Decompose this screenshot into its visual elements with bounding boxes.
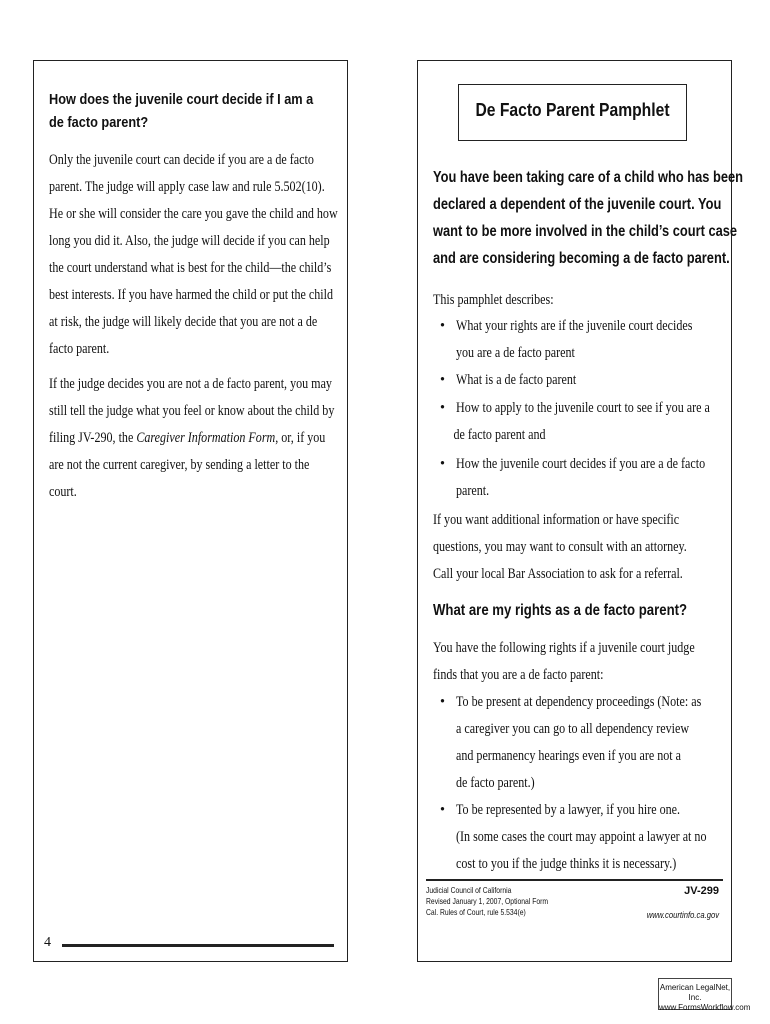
paragraph-line: best interests. If you have harmed the child or put the child — [49, 287, 333, 303]
paragraph-line: questions, you may want to consult with an attorney. — [433, 539, 687, 555]
bullet-line: To be present at dependency proceedings (Note: as — [456, 694, 702, 710]
publisher-box — [658, 978, 751, 1012]
bullet-icon: • — [440, 400, 445, 416]
page-number-rule — [62, 944, 334, 947]
footer-rule — [426, 879, 723, 881]
paragraph-line: If you want additional information or have specific — [433, 512, 680, 528]
intro-line: want to be more involved in the child’s court case — [433, 223, 738, 240]
paragraph-line: are not the current caregiver, by sending a letter to the — [49, 457, 310, 473]
bullet-line: a caregiver you can go to all dependency review — [456, 721, 690, 737]
paragraph-line: facto parent. — [49, 341, 110, 357]
bullet-line: and permanency hearings even if you are not a — [456, 748, 682, 764]
paragraph-line: Only the juvenile court can decide if you are a de facto — [49, 152, 314, 168]
intro-paragraph — [433, 164, 743, 272]
bullet-line: cost to you if the judge thinks it is necessary.) — [456, 856, 677, 872]
pamphlet-title: De Facto Parent Pamphlet — [475, 100, 670, 120]
publisher-website[interactable]: www.FormsWorkflow.com — [659, 1003, 751, 1012]
intro-line: declared a dependent of the juvenile court. You — [433, 196, 722, 213]
publisher-name: American LegalNet, Inc. — [659, 983, 731, 1002]
title-box — [458, 84, 687, 141]
paragraph-line: at risk, the judge will likely decide that you are not a de — [49, 314, 318, 330]
page-number: 4 — [44, 935, 51, 950]
footer-line: Judicial Council of California — [426, 885, 512, 895]
bullet-line: de facto parent.) — [456, 775, 535, 791]
bullet-line: (In some cases the court may appoint a lawyer at no — [456, 829, 707, 845]
text-run: , or, if you — [275, 430, 326, 446]
form-footer-info — [426, 885, 548, 918]
paragraph-line: finds that you are a de facto parent: — [433, 667, 604, 683]
form-number: JV-299 — [684, 885, 719, 897]
additional-info-paragraph — [433, 507, 687, 588]
left-panel — [33, 60, 348, 962]
heading-line: How does the juvenile court decide if I am a — [49, 91, 314, 108]
paragraph-line: court. — [49, 484, 77, 500]
footer-line: Revised January 1, 2007, Optional Form — [426, 896, 549, 906]
paragraph-line: the court understand what is best for the child—the child’s — [49, 260, 332, 276]
bullet-line: How the juvenile court decides if you are a de facto — [456, 456, 706, 472]
bullet-line: you are a de facto parent — [456, 345, 575, 361]
bullet-line: What your rights are if the juvenile court decides — [456, 318, 693, 334]
paragraph-decide — [49, 147, 338, 363]
bullet-line: To be represented by a lawyer, if you hire one. — [456, 802, 681, 818]
paragraph-line: still tell the judge what you feel or know about the child by — [49, 403, 335, 419]
intro-line: and are considering becoming a de facto parent. — [433, 250, 730, 267]
bullet-line: de facto parent and — [453, 427, 546, 443]
bullet-icon: • — [440, 802, 445, 818]
paragraph-line: long you did it. Also, the judge will decide if you can help — [49, 233, 330, 249]
paragraph-line: Call your local Bar Association to ask for a referral. — [433, 566, 683, 582]
bullet-icon: • — [440, 372, 445, 388]
paragraph-line — [49, 425, 334, 452]
paragraph-not-de-facto — [49, 371, 334, 506]
rights-heading: What are my rights as a de facto parent? — [433, 602, 688, 619]
bullet-line: parent. — [456, 483, 490, 499]
bullet-icon: • — [440, 694, 445, 710]
form-title-italic: Caregiver Information Form — [136, 430, 276, 446]
paragraph-line: If the judge decides you are not a de facto parent, you may — [49, 376, 332, 392]
rights-intro — [433, 635, 695, 689]
bullet-icon: • — [440, 456, 445, 472]
website-link[interactable]: www.courtinfo.ca.gov — [646, 910, 719, 920]
bullet-line: How to apply to the juvenile court to see if you are a — [456, 400, 710, 416]
footer-line: Cal. Rules of Court, rule 5.534(e) — [426, 907, 526, 917]
paragraph-line: He or she will consider the care you gave the child and how — [49, 206, 338, 222]
text-run: filing JV-290, the — [49, 430, 137, 446]
bullet-line: What is a de facto parent — [456, 372, 577, 388]
section-heading-decide — [49, 88, 313, 134]
bullet-icon: • — [440, 318, 445, 334]
paragraph-line: You have the following rights if a juvenile court judge — [433, 640, 695, 656]
describes-label: This pamphlet describes: — [433, 292, 554, 308]
right-panel — [417, 60, 744, 962]
intro-line: You have been taking care of a child who has been — [433, 169, 744, 186]
heading-line: de facto parent? — [49, 114, 149, 131]
paragraph-line: parent. The judge will apply case law and rule 5.502(10). — [49, 179, 325, 195]
